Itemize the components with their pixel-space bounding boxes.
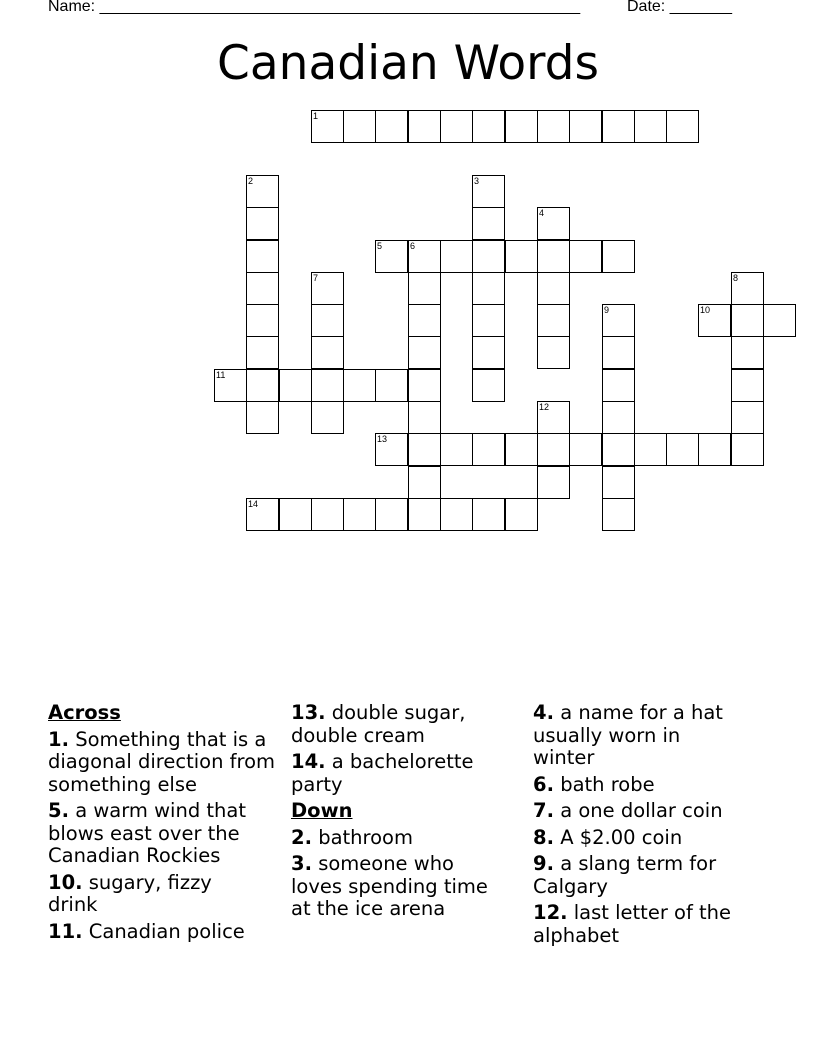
clue-down-9: 9. a slang term for Calgary: [533, 852, 717, 898]
grid-cell[interactable]: [343, 498, 376, 531]
grid-cell[interactable]: [472, 272, 505, 305]
grid-cell[interactable]: [602, 240, 635, 273]
across-heading: Across: [48, 701, 121, 724]
grid-cell[interactable]: [375, 369, 408, 402]
grid-cell[interactable]: [666, 110, 699, 143]
clue-number: 9: [604, 305, 610, 315]
clue-number: 12: [539, 402, 550, 412]
clue-down-2: 2. bathroom: [291, 825, 413, 849]
grid-cell[interactable]: [311, 304, 344, 337]
grid-cell[interactable]: [505, 433, 538, 466]
grid-cell[interactable]: [602, 498, 635, 531]
clue-column-1: [48, 702, 288, 947]
grid-cell[interactable]: [440, 110, 473, 143]
clue-column-3: [533, 702, 773, 951]
clue-down-8: 8. A $2.00 coin: [533, 825, 683, 849]
clue-number: 7: [313, 273, 319, 283]
clue-across-1: 1. Something that is a diagonal direction from something else: [48, 727, 276, 796]
grid-cell[interactable]: [375, 433, 408, 466]
page-title: Canadian Words: [217, 36, 599, 91]
clue-number: 5: [377, 241, 383, 251]
grid-cell[interactable]: [343, 369, 376, 402]
grid-cell[interactable]: [537, 336, 570, 369]
grid-cell[interactable]: [763, 304, 796, 337]
clue-number: 1: [313, 111, 319, 121]
grid-cell[interactable]: [537, 304, 570, 337]
grid-cell[interactable]: [472, 433, 505, 466]
grid-cell[interactable]: [537, 433, 570, 466]
clue-number: 10: [700, 305, 711, 315]
grid-cell[interactable]: [375, 498, 408, 531]
clue-down-4: 4. a name for a hat usually worn in winter: [533, 701, 723, 769]
grid-cell[interactable]: [472, 304, 505, 337]
grid-cell[interactable]: [311, 369, 344, 402]
grid-cell[interactable]: [246, 304, 279, 337]
grid-cell[interactable]: [731, 433, 764, 466]
grid-cell[interactable]: [343, 110, 376, 143]
grid-cell[interactable]: [440, 240, 473, 273]
grid-cell[interactable]: [311, 498, 344, 531]
grid-cell[interactable]: [602, 433, 635, 466]
grid-cell[interactable]: [375, 240, 408, 273]
grid-cell[interactable]: [602, 401, 635, 434]
grid-cell[interactable]: [472, 110, 505, 143]
clue-across-5: 5. a warm wind that blows east over the Canadian Rockies: [48, 799, 247, 867]
grid-cell[interactable]: [602, 336, 635, 369]
grid-cell[interactable]: [634, 433, 667, 466]
grid-cell[interactable]: [246, 369, 279, 402]
grid-cell[interactable]: [472, 498, 505, 531]
grid-cell[interactable]: [569, 433, 602, 466]
clue-across-14: 14. a bachelorette party: [291, 750, 474, 796]
grid-cell[interactable]: [408, 304, 441, 337]
grid-cell[interactable]: [472, 175, 505, 208]
grid-cell[interactable]: [602, 369, 635, 402]
grid-cell[interactable]: [537, 272, 570, 305]
grid-cell[interactable]: [698, 433, 731, 466]
grid-cell[interactable]: [408, 110, 441, 143]
grid-cell[interactable]: [569, 240, 602, 273]
grid-cell[interactable]: [408, 336, 441, 369]
grid-cell[interactable]: [311, 110, 344, 143]
grid-cell[interactable]: [311, 336, 344, 369]
grid-cell[interactable]: [698, 304, 731, 337]
grid-cell[interactable]: [731, 304, 764, 337]
clue-down-3: 3. someone who loves spending time at the ice arena: [291, 852, 488, 920]
clue-number: 2: [248, 176, 254, 186]
grid-cell[interactable]: [375, 110, 408, 143]
grid-cell[interactable]: [472, 369, 505, 402]
clue-number: 6: [410, 241, 416, 251]
grid-cell[interactable]: [731, 336, 764, 369]
grid-cell[interactable]: [569, 110, 602, 143]
date-line: _______: [669, 0, 732, 15]
grid-cell[interactable]: [505, 498, 538, 531]
grid-cell[interactable]: [246, 207, 279, 240]
grid-cell[interactable]: [279, 369, 312, 402]
clue-number: 4: [539, 208, 545, 218]
grid-cell[interactable]: [246, 336, 279, 369]
grid-cell[interactable]: [246, 401, 279, 434]
grid-cell[interactable]: [440, 498, 473, 531]
clue-down-7: 7. a one dollar coin: [533, 799, 723, 822]
grid-cell[interactable]: [602, 466, 635, 499]
grid-cell[interactable]: [537, 466, 570, 499]
clue-number: 13: [377, 434, 388, 444]
name-line: ______________________________________________________: [99, 0, 581, 15]
grid-cell[interactable]: [440, 433, 473, 466]
clue-number: 8: [733, 273, 739, 283]
grid-cell[interactable]: [634, 110, 667, 143]
grid-cell[interactable]: [472, 207, 505, 240]
grid-cell[interactable]: [731, 369, 764, 402]
clue-number: 11: [216, 370, 226, 380]
grid-cell[interactable]: [537, 240, 570, 273]
grid-cell[interactable]: [246, 272, 279, 305]
clue-column-2: [291, 702, 511, 925]
grid-cell[interactable]: [408, 369, 441, 402]
grid-cell[interactable]: [472, 336, 505, 369]
grid-cell[interactable]: [602, 304, 635, 337]
grid-cell[interactable]: [537, 110, 570, 143]
clue-across-11: 11. Canadian police: [48, 919, 245, 943]
clue-down-6: 6. bath robe: [533, 772, 655, 796]
grid-cell[interactable]: [279, 498, 312, 531]
grid-cell[interactable]: [408, 240, 441, 273]
clue-down-12: 12. last letter of the alphabet: [533, 901, 732, 947]
grid-cell[interactable]: [505, 240, 538, 273]
grid-cell[interactable]: [408, 498, 441, 531]
grid-cell[interactable]: [408, 466, 441, 499]
grid-cell[interactable]: [246, 498, 279, 531]
grid-cell[interactable]: [505, 110, 538, 143]
grid-cell[interactable]: [731, 401, 764, 434]
clue-across-13: 13. double sugar, double cream: [291, 701, 466, 747]
grid-cell[interactable]: [537, 207, 570, 240]
grid-cell[interactable]: [408, 401, 441, 434]
down-heading: Down: [291, 799, 353, 822]
clue-across-10: 10. sugary, fizzy drink: [48, 870, 212, 916]
clue-number: 14: [248, 499, 259, 509]
grid-cell[interactable]: [246, 240, 279, 273]
grid-cell[interactable]: [246, 175, 279, 208]
clue-number: 3: [474, 176, 480, 186]
grid-cell[interactable]: [602, 110, 635, 143]
grid-cell[interactable]: [408, 272, 441, 305]
grid-cell[interactable]: [408, 433, 441, 466]
grid-cell[interactable]: [311, 272, 344, 305]
grid-cell[interactable]: [311, 401, 344, 434]
grid-cell[interactable]: [537, 401, 570, 434]
name-label: Name:: [48, 0, 96, 15]
grid-cell[interactable]: [472, 240, 505, 273]
date-label: Date:: [627, 0, 666, 15]
grid-cell[interactable]: [731, 272, 764, 305]
grid-cell[interactable]: [214, 369, 247, 402]
grid-cell[interactable]: [666, 433, 699, 466]
